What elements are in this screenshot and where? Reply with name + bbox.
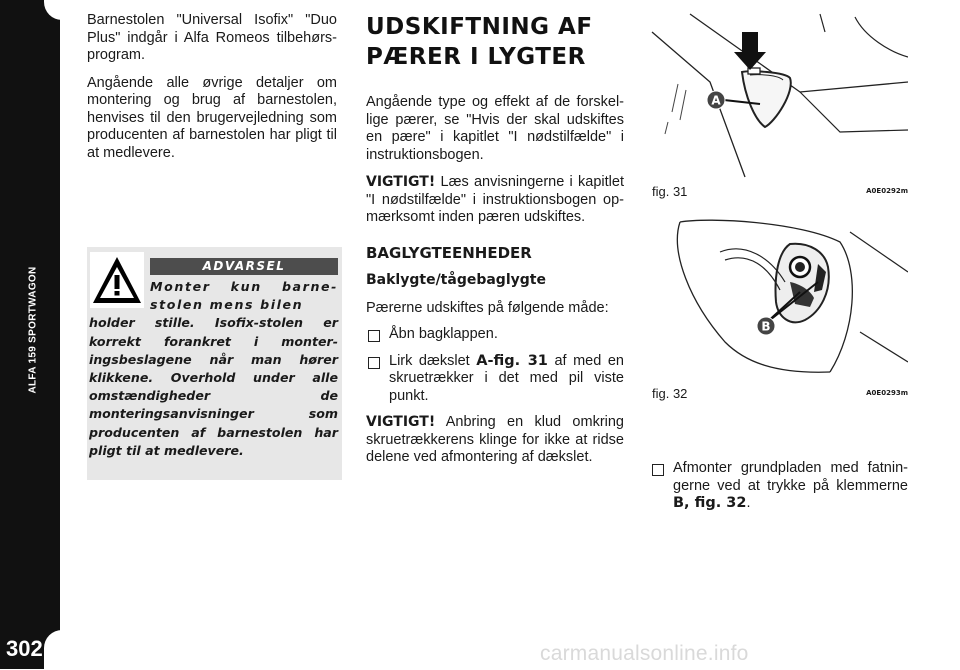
checkbox-bullet-icon [368, 357, 380, 369]
checkbox-bullet-icon [368, 330, 380, 342]
column-middle [366, 12, 624, 477]
column-left [87, 12, 337, 172]
section-title [366, 12, 624, 72]
warning-box [87, 247, 342, 480]
step-text: Åbn bagklappen. [389, 326, 498, 342]
important-note-1 [366, 174, 624, 227]
checkbox-bullet-icon [652, 464, 664, 476]
important-text: Anbring en klud omkring skruetrækkerens klinge for ikke at ridse delene ved afmontering af dækslet. [366, 414, 624, 465]
important-label: VIGTIGT! [366, 174, 436, 190]
important-note-2 [366, 414, 624, 467]
paragraph-installation: Angående alle øvrige detaljer om montering og brug af barnestolen, henvises til den brugervejledning som producenten af barnestolen har pligt til at medlevere. [87, 74, 337, 161]
page-number: 302 [6, 636, 43, 661]
warning-text [89, 278, 338, 460]
important-text: Læs anvisningerne i kapitlet "I nødstilfælde" i instruktionsbogen op-mærksomt inden pæren udskiftes. [366, 174, 624, 225]
subsection-heading: BAGLYGTEENHEDER [366, 243, 532, 262]
callout-b: B [761, 319, 771, 334]
vertical-book-title: ALFA 159 SPORTWAGON [27, 266, 39, 394]
figure-31 [650, 12, 908, 180]
sidebar-notch-bottom [44, 630, 66, 670]
callout-a: A [711, 93, 721, 108]
watermark: carmanualsonline.info [540, 642, 749, 665]
step-text-post: af med en skruetrækker i det med pil viste punkt. [389, 352, 624, 404]
figure-32-label: fig. 32 [652, 386, 688, 401]
section-title-line2: PÆRER I LYGTER [366, 44, 586, 70]
figure-reference: B, fig. 32 [673, 495, 747, 511]
step-text-end: . [746, 495, 751, 511]
column-right-text [650, 460, 908, 522]
figure-reference: A-fig. 31 [476, 352, 548, 369]
figure-31-code: A0E0292m [866, 187, 908, 195]
figure-31-label: fig. 31 [652, 184, 688, 199]
step-remove-base-plate [650, 460, 908, 513]
figure-32-code: A0E0293m [866, 389, 908, 397]
paragraph-isofix: Barnestolen "Universal Isofix" "Duo Plus" indgår i Alfa Romeos tilbehørs-program. [87, 12, 337, 63]
section-title-line1: UDSKIFTNING AF [366, 14, 593, 40]
warning-text-rest: holder stille. Isofix-stolen er korrekt forankret i monter-ingsbeslagene når man hører klikkene. Overhold under alle omstændigheder de monteringsanvisninger som producenten af barnestolen har pligt til at medlevere. [89, 315, 338, 458]
step-text [673, 460, 908, 513]
figure-32 [650, 212, 908, 380]
step-text-pre: Lirk dækslet [389, 352, 477, 369]
warning-label: ADVARSEL [150, 258, 338, 275]
step-pry-cover [366, 353, 624, 406]
warning-text-first: Monter kun barne-stolen mens bilen [150, 279, 338, 313]
step-text [389, 353, 624, 406]
subsubsection-heading: Baklygte/tågebaglygte [366, 272, 546, 288]
step-text-main: Afmonter grundpladen med fatnin-gerne ved at trykke på klemmerne [673, 460, 908, 494]
step-open-tailgate [366, 326, 624, 344]
intro-paragraph: Angående type og effekt af de forskel-lige pærer, se "Hvis der skal udskiftes en pære" i kapitlet "I nødstilfælde" i instruktionsbogen. [366, 94, 624, 163]
steps-intro: Pærerne udskiftes på følgende måde: [366, 299, 609, 316]
important-label: VIGTIGT! [366, 414, 436, 430]
